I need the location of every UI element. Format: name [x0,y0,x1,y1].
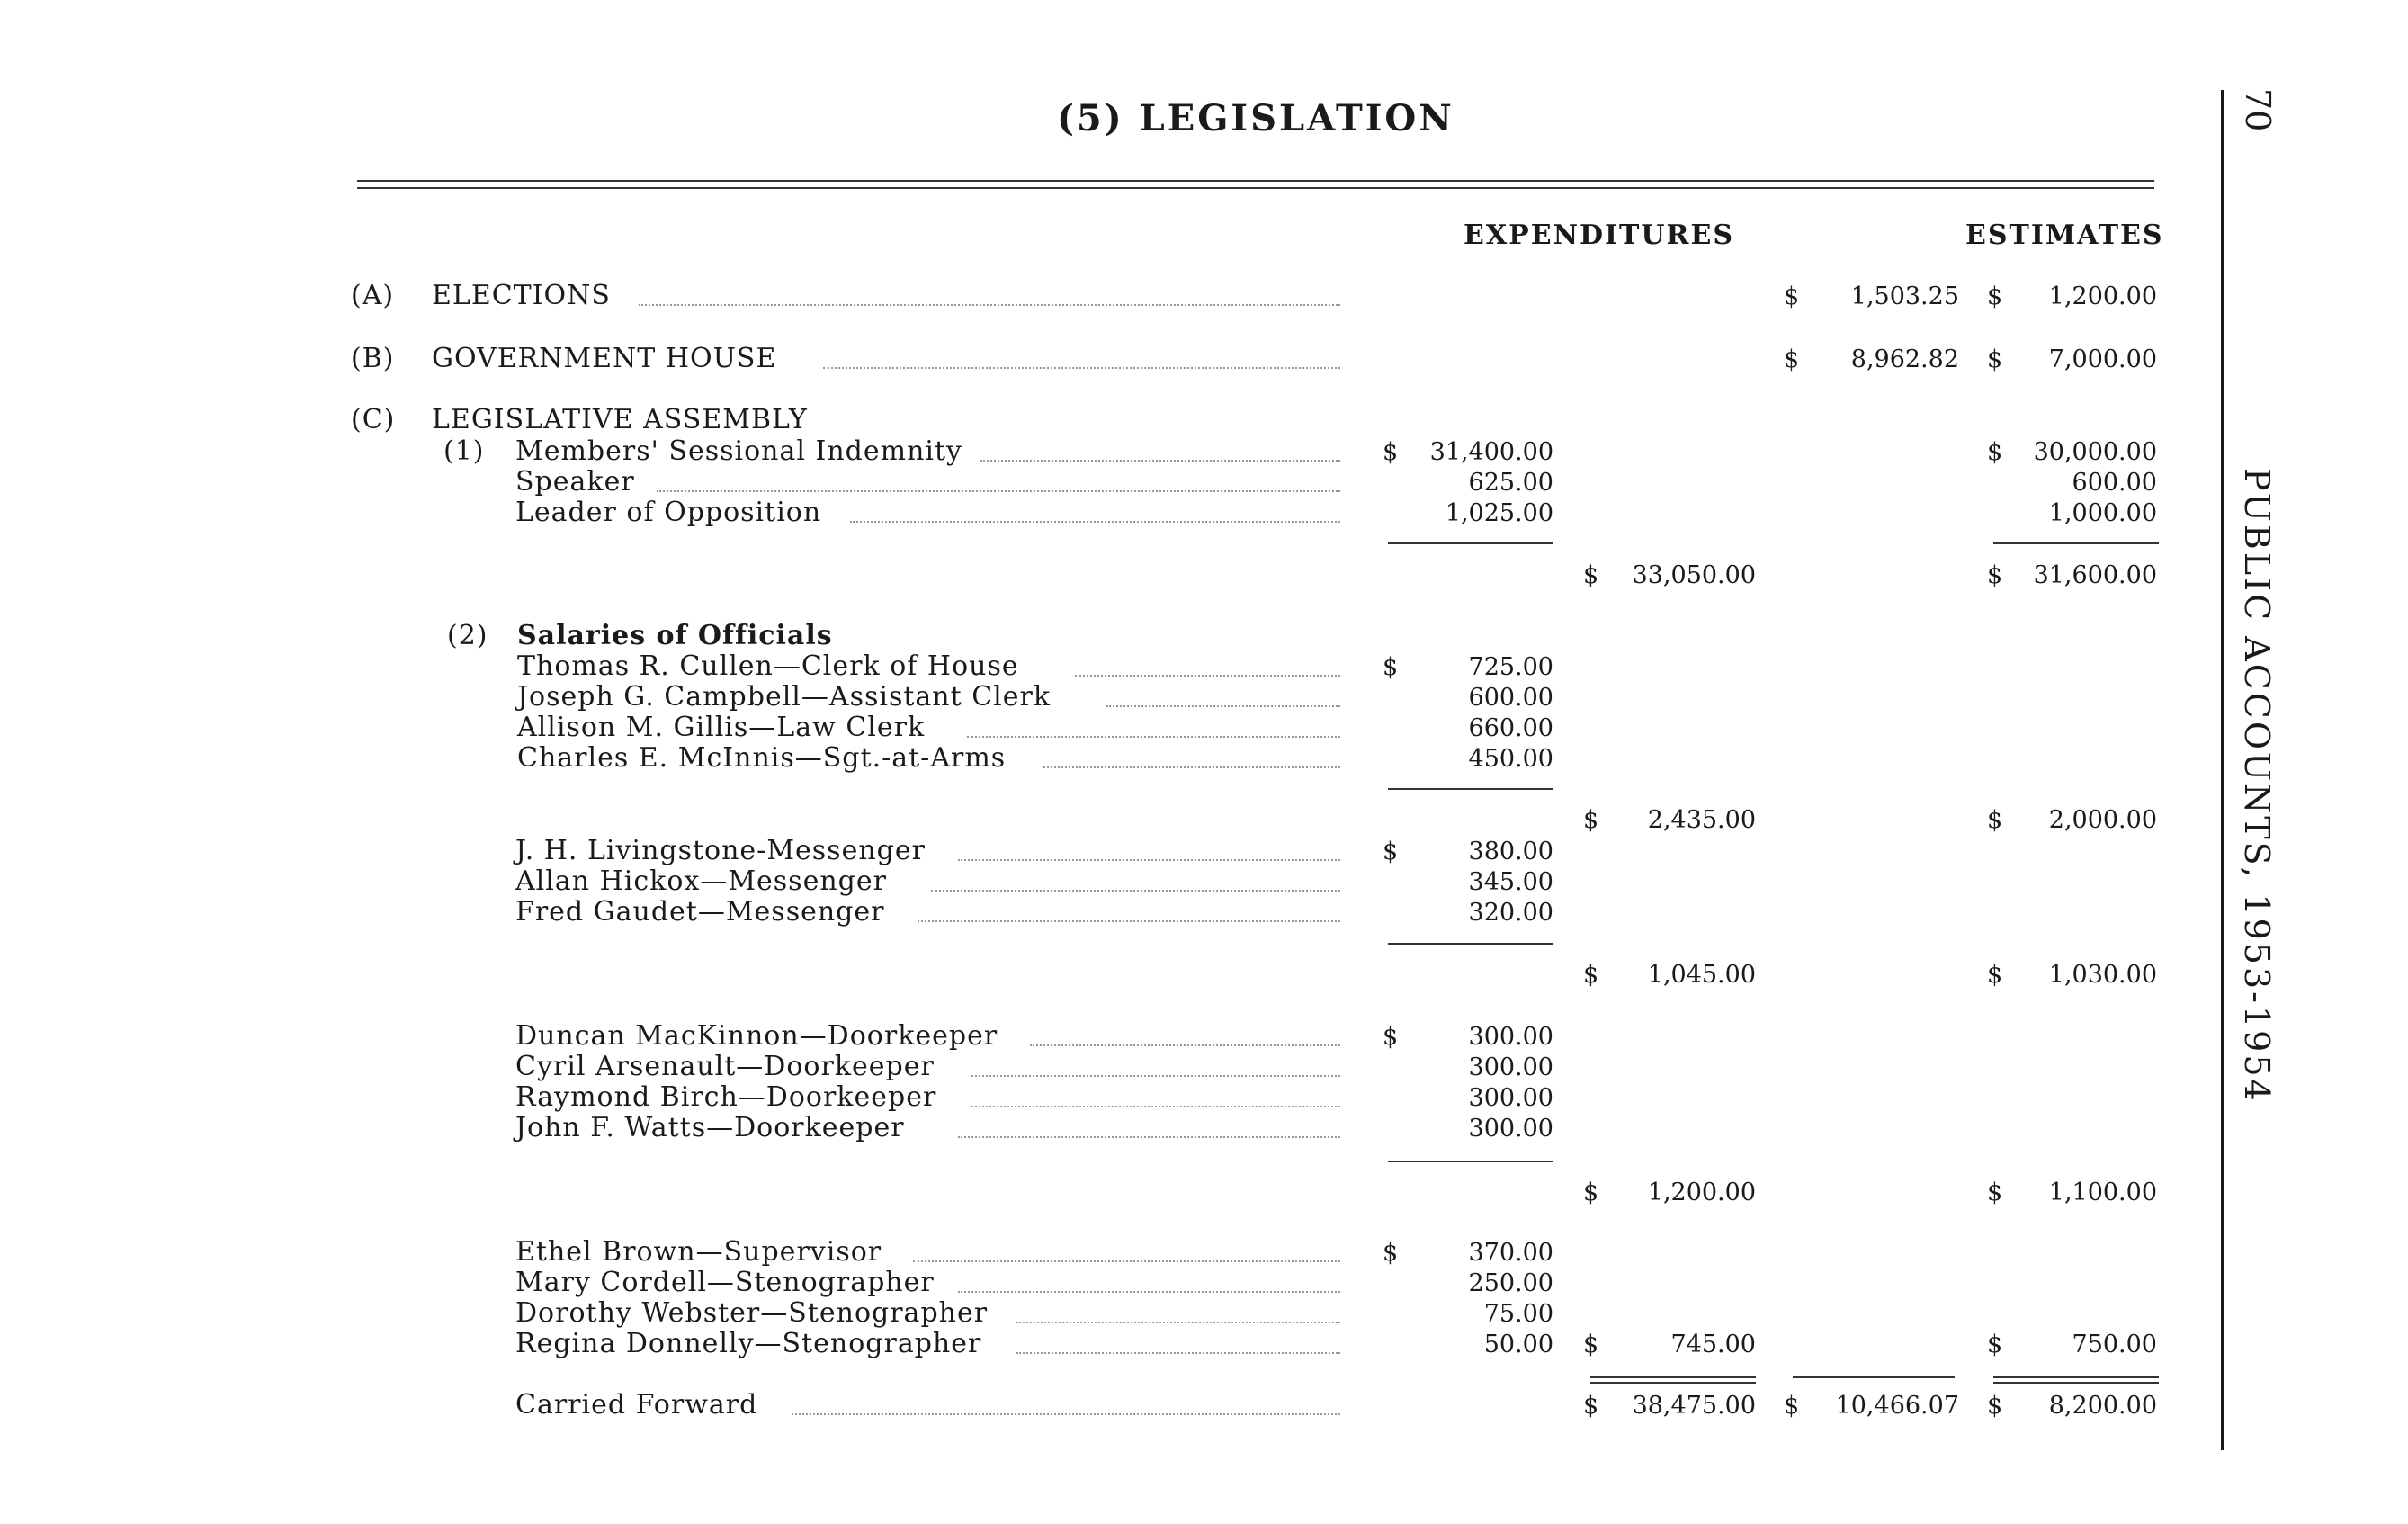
ledger-item-amount: 370.00 [1468,1239,1553,1267]
currency-sign: $ [1583,1392,1599,1420]
currency-sign: $ [1987,961,2003,989]
header-rule-top [357,180,2154,182]
ledger-item-name: Duncan MacKinnon—Doorkeeper [515,1020,998,1052]
section-a-name: ELECTIONS [432,280,611,311]
subtotal-rule [1993,542,2159,544]
ledger-item-amount: 320.00 [1468,899,1553,927]
sub2-label: (2) [447,620,488,651]
side-running-header: PUBLIC ACCOUNTS, 1953-1954 [2237,468,2277,1104]
ledger-item-name: Allison M. Gillis—Law Clerk [517,712,926,743]
ledger-item-amount: 300.00 [1468,1115,1553,1143]
total-rule [1590,1376,1756,1378]
currency-sign: $ [1583,806,1599,834]
currency-sign: $ [1987,1179,2003,1206]
ledger-item-name: Ethel Brown—Supervisor [515,1236,882,1268]
page-number: 70 [2238,88,2278,132]
ledger-item-name: Cyril Arsenault—Doorkeeper [515,1051,935,1082]
subtotal-rule [1388,788,1553,790]
currency-sign: $ [1784,345,1800,373]
group3-subtotal: 1,200.00 [1647,1179,1756,1206]
ledger-item-name: Dorothy Webster—Stenographer [515,1297,989,1329]
ledger-item-name: Speaker [515,466,635,498]
ledger-item-name: Raymond Birch—Doorkeeper [515,1081,937,1113]
ledger-item-amount: 380.00 [1468,838,1553,865]
ledger-item-amount: 250.00 [1468,1269,1553,1297]
dot-leader [1016,1322,1340,1323]
ledger-item-name: J. H. Livingstone-Messenger [515,835,926,866]
dot-leader [971,1075,1340,1077]
total-rule [1793,1376,1955,1378]
dot-leader [958,859,1340,861]
ledger-item-name: Members' Sessional Indemnity [515,435,962,467]
ledger-item-estimate: 1,000.00 [2048,499,2157,527]
dot-leader [792,1413,1340,1415]
dot-leader [850,521,1340,523]
total-rule [1993,1382,2159,1384]
section-a-expenditure: 1,503.25 [1850,282,1959,310]
currency-sign: $ [1987,345,2003,373]
sub1-subtotal: 33,050.00 [1632,561,1756,589]
currency-sign: $ [1987,1392,2003,1420]
ledger-item-amount: 660.00 [1468,714,1553,742]
total-rule [1993,1376,2159,1378]
subtotal-rule [1388,1161,1553,1162]
section-b-label: (B) [351,343,395,374]
section-b-expenditure: 8,962.82 [1850,345,1959,373]
ledger-item-name: Joseph G. Campbell—Assistant Clerk [517,681,1052,713]
section-a-estimate: 1,200.00 [2048,282,2157,310]
ledger-item-estimate: 30,000.00 [2033,438,2157,466]
total-rule [1590,1382,1756,1384]
ledger-item-estimate: 600.00 [2072,469,2157,497]
dot-leader [1075,675,1340,677]
currency-sign: $ [1583,561,1599,589]
currency-sign: $ [1987,806,2003,834]
estimates-column-header: ESTIMATES [1965,220,2164,251]
currency-sign: $ [1784,1392,1800,1420]
group4-estimate: 750.00 [2072,1331,2157,1358]
dot-leader [1106,705,1340,707]
ledger-item-amount: 725.00 [1468,653,1553,681]
currency-sign: $ [1987,438,2003,466]
dot-leader [1016,1352,1340,1354]
section-c-name: LEGISLATIVE ASSEMBLY [432,404,808,435]
ledger-item-amount: 1,025.00 [1445,499,1553,527]
carried-forward-expenditure-total: 10,466.07 [1835,1392,1959,1420]
dot-leader [1043,766,1340,768]
dot-leader [971,1106,1340,1107]
ledger-item-amount: 300.00 [1468,1084,1553,1112]
ledger-item-amount: 75.00 [1483,1300,1553,1328]
currency-sign: $ [1383,1023,1399,1051]
subtotal-rule [1388,542,1553,544]
dot-leader [967,736,1340,738]
ledger-item-name: Thomas R. Cullen—Clerk of House [517,650,1019,682]
group2-subtotal: 1,045.00 [1647,961,1756,989]
currency-sign: $ [1987,282,2003,310]
section-a-label: (A) [351,280,395,311]
group1-subtotal: 2,435.00 [1647,806,1756,834]
currency-sign: $ [1987,1331,2003,1358]
dot-leader [823,367,1340,369]
ledger-item-amount: 50.00 [1483,1331,1553,1358]
group2-estimate: 1,030.00 [2048,961,2157,989]
dot-leader [958,1136,1340,1138]
currency-sign: $ [1383,1239,1399,1267]
ledger-item-amount: 600.00 [1468,684,1553,712]
dot-leader [639,304,1340,306]
ledger-item-amount: 625.00 [1468,469,1553,497]
ledger-item-amount: 300.00 [1468,1023,1553,1051]
sub2-heading: Salaries of Officials [517,620,833,651]
subtotal-rule [1388,943,1553,945]
carried-forward-estimate-total: 8,200.00 [2048,1392,2157,1420]
dot-leader [657,490,1340,492]
ledger-item-amount: 345.00 [1468,868,1553,896]
dot-leader [918,920,1340,922]
header-rule-bottom [357,187,2154,189]
dot-leader [913,1260,1340,1262]
dot-leader [931,890,1340,892]
group1-estimate: 2,000.00 [2048,806,2157,834]
margin-rule [2221,90,2224,1450]
currency-sign: $ [1583,1179,1599,1206]
expenditures-column-header: EXPENDITURES [1464,220,1734,251]
currency-sign: $ [1583,961,1599,989]
ledger-item-amount: 300.00 [1468,1053,1553,1081]
currency-sign: $ [1383,653,1399,681]
sub1-estimate-total: 31,600.00 [2033,561,2157,589]
ledger-item-amount: 31,400.00 [1429,438,1553,466]
ledger-item-name: Charles E. McInnis—Sgt.-at-Arms [517,742,1007,774]
sub1-label: (1) [443,435,485,467]
currency-sign: $ [1987,561,2003,589]
group3-estimate: 1,100.00 [2048,1179,2157,1206]
ledger-item-name: John F. Watts—Doorkeeper [515,1112,905,1143]
currency-sign: $ [1383,438,1399,466]
ledger-item-name: Allan Hickox—Messenger [515,865,887,897]
carried-forward-legislative-total: 38,475.00 [1632,1392,1756,1420]
ledger-item-amount: 450.00 [1468,745,1553,773]
dot-leader [980,460,1340,462]
ledger-item-name: Leader of Opposition [515,497,822,528]
ledger-item-name: Regina Donnelly—Stenographer [515,1328,982,1359]
section-b-name: GOVERNMENT HOUSE [432,343,777,374]
currency-sign: $ [1583,1331,1599,1358]
currency-sign: $ [1383,838,1399,865]
page-title: (5) LEGISLATION [1057,97,1455,139]
currency-sign: $ [1784,282,1800,310]
section-b-estimate: 7,000.00 [2048,345,2157,373]
group4-subtotal: 745.00 [1670,1331,1756,1358]
carried-forward-label: Carried Forward [515,1389,758,1421]
ledger-item-name: Mary Cordell—Stenographer [515,1267,935,1298]
dot-leader [958,1291,1340,1293]
dot-leader [1030,1044,1340,1046]
section-c-label: (C) [351,404,396,435]
ledger-item-name: Fred Gaudet—Messenger [515,896,885,928]
